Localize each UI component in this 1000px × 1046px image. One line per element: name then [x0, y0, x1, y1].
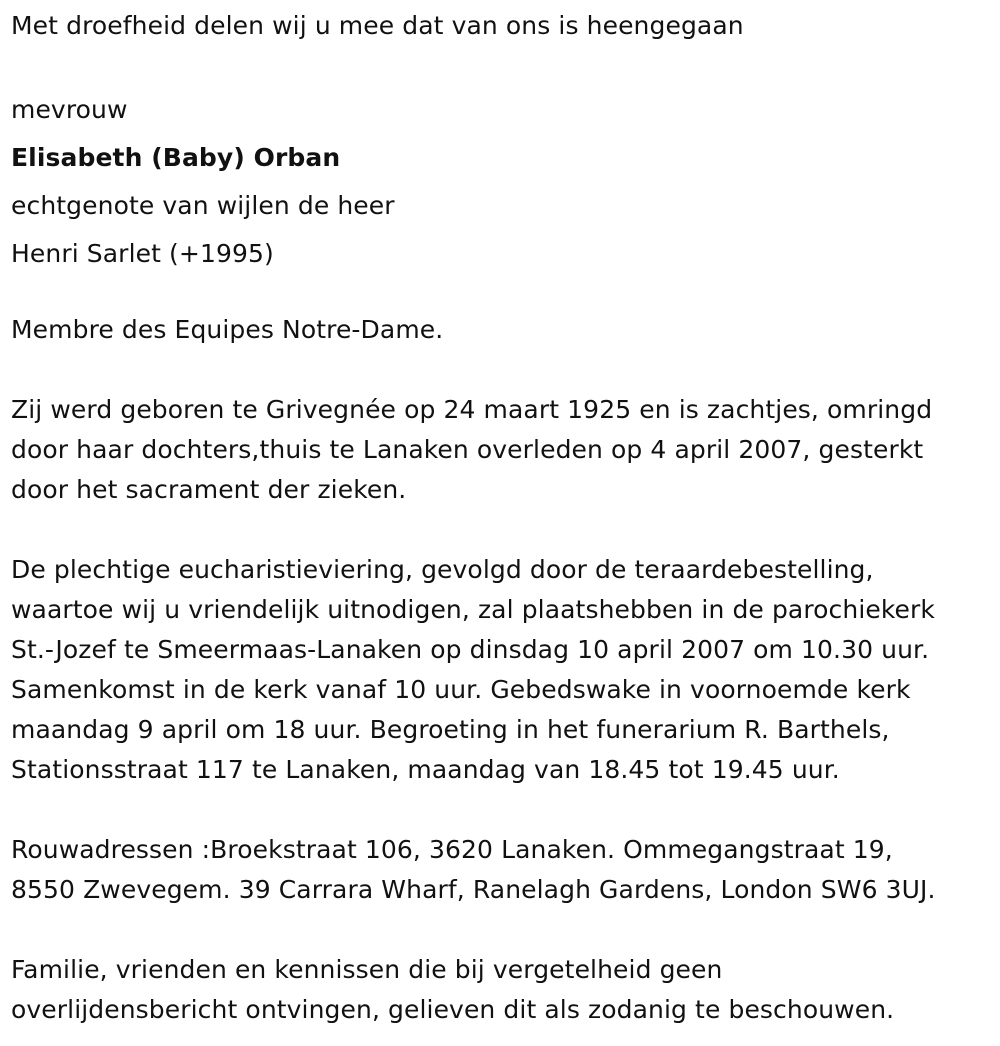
paragraph-line: St.-Jozef te Smeermaas-Lanaken op dinsdag 10 april 2007 om 10.30 uur.	[11, 635, 930, 664]
membership-line: Membre des Equipes Notre-Dame.	[11, 315, 444, 344]
obituary-document	[11, 6, 996, 1030]
intro-line: Met droefheid delen wij u mee dat van ons is heengegaan	[11, 11, 744, 40]
spacer	[11, 278, 996, 310]
paragraph-line: maandag 9 april om 18 uur. Begroeting in het funerarium R. Barthels,	[11, 715, 890, 744]
title-prefix: mevrouw	[11, 95, 128, 124]
paragraph-line: Stationsstraat 117 te Lanaken, maandag van 18.45 tot 19.45 uur.	[11, 755, 840, 784]
deceased-name: Elisabeth (Baby) Orban	[11, 143, 341, 172]
paragraph-line: overlijdensbericht ontvingen, gelieven dit als zodanig te beschouwen.	[11, 995, 895, 1024]
spouse-name: Henri Sarlet (+1995)	[11, 239, 274, 268]
birth-death-paragraph	[11, 390, 996, 510]
paragraph-line: door het sacrament der zieken.	[11, 475, 407, 504]
spacer	[11, 510, 996, 550]
paragraph-line: Zij werd geboren te Grivegnée op 24 maart 1925 en is zachtjes, omringd	[11, 395, 933, 424]
paragraph-line: Familie, vrienden en kennissen die bij vergetelheid geen	[11, 955, 723, 984]
closing-paragraph	[11, 950, 996, 1030]
addresses-paragraph	[11, 830, 996, 910]
paragraph-line: Samenkomst in de kerk vanaf 10 uur. Gebedswake in voornoemde kerk	[11, 675, 911, 704]
paragraph-line: waartoe wij u vriendelijk uitnodigen, zal plaatshebben in de parochiekerk	[11, 595, 935, 624]
paragraph-line: door haar dochters,thuis te Lanaken overleden op 4 april 2007, gesterkt	[11, 435, 924, 464]
paragraph-line: Rouwadressen :Broekstraat 106, 3620 Lanaken. Ommegangstraat 19,	[11, 835, 893, 864]
spacer	[11, 350, 996, 390]
spacer	[11, 910, 996, 950]
spacer	[11, 790, 996, 830]
paragraph-line: 8550 Zwevegem. 39 Carrara Wharf, Ranelagh Gardens, London SW6 3UJ.	[11, 875, 936, 904]
spacer	[11, 46, 996, 86]
paragraph-line: De plechtige eucharistieviering, gevolgd door de teraardebestelling,	[11, 555, 874, 584]
ceremony-paragraph	[11, 550, 996, 790]
spouse-line: echtgenote van wijlen de heer	[11, 191, 395, 220]
